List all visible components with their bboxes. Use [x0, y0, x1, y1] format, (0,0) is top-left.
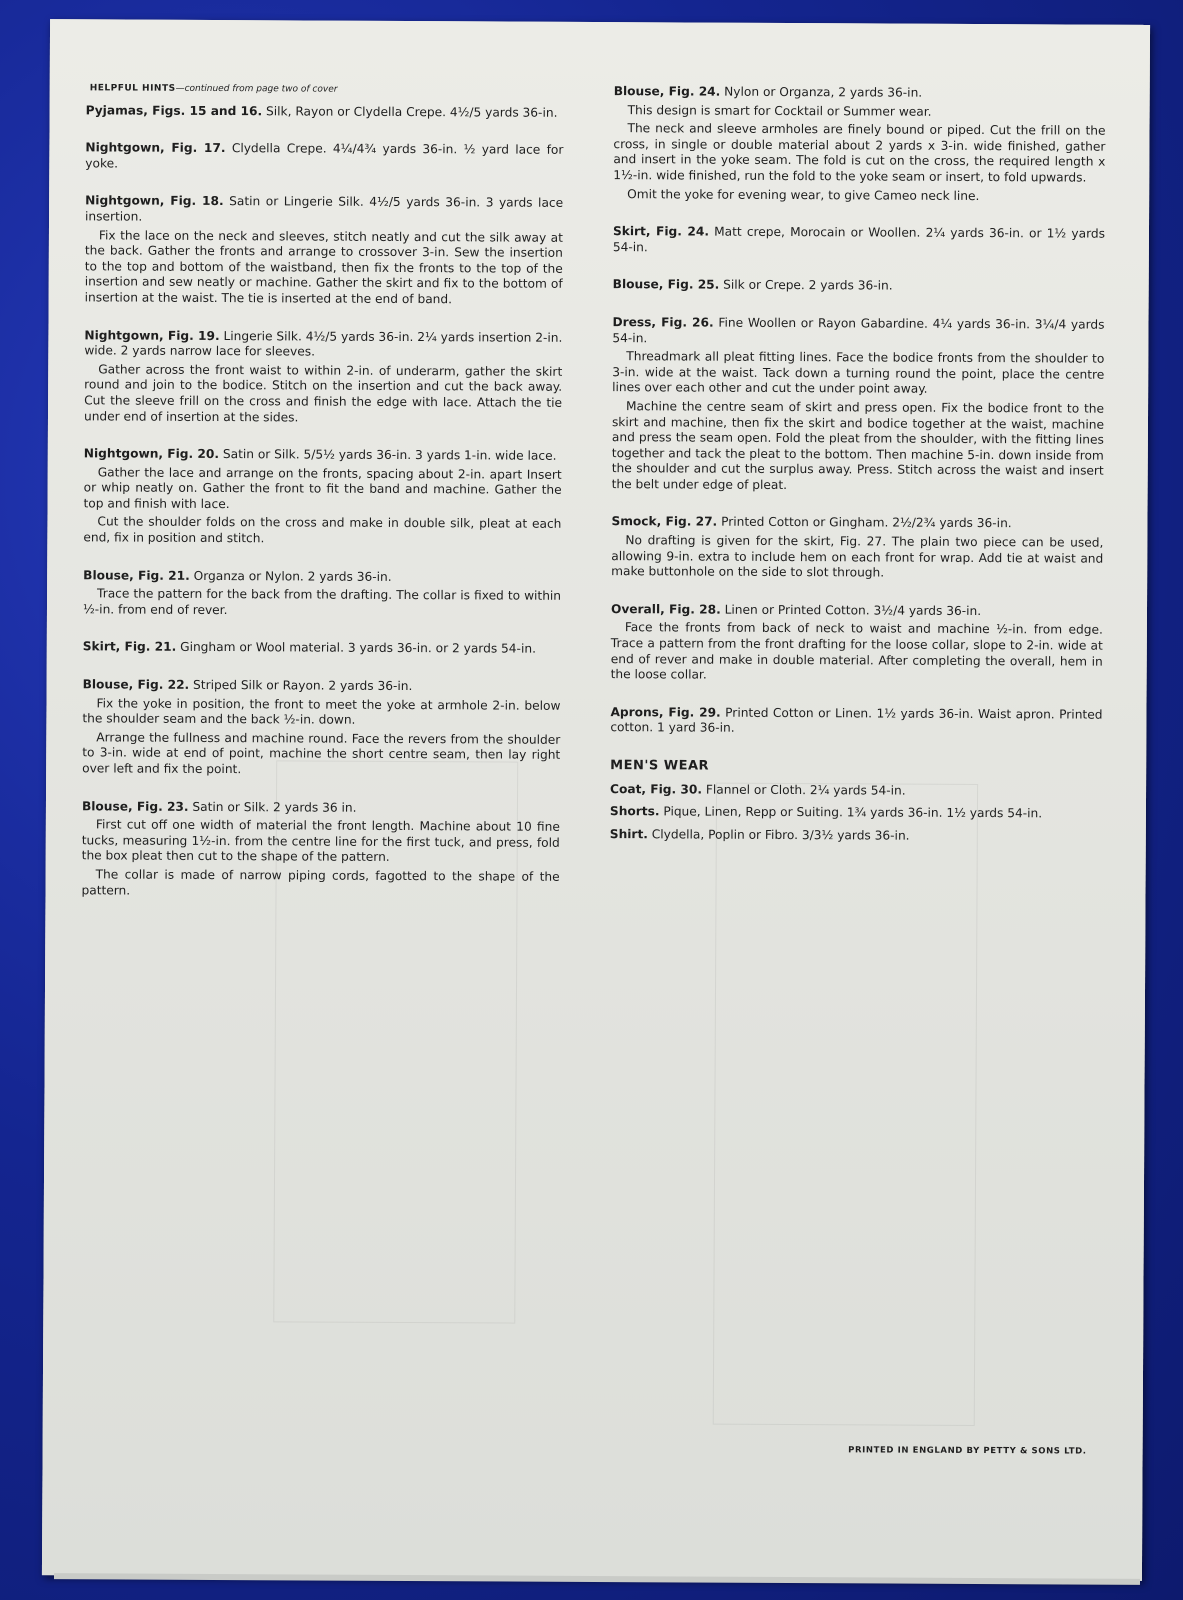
entry-title: Shorts. — [609, 804, 660, 819]
left-column — [81, 81, 563, 923]
mens-wear-heading: MEN'S WEAR — [610, 758, 710, 774]
garment-entry — [613, 277, 1105, 295]
garment-entry — [613, 84, 1106, 205]
entry-lead — [613, 224, 1105, 258]
mens-wear-list — [610, 782, 1102, 845]
entry-instructions: The collar is made of narrow piping cords, fagotted to the shape of the pattern. — [81, 867, 560, 898]
entry-instructions: Arrange the fullness and machine round. Face the revers from the shoulder to 3-in. wide at end of point, machine the short centre seam, then lay right over left and fix the point. — [82, 730, 561, 777]
entry-title: Blouse, Fig. 21. — [83, 567, 190, 583]
garment-entry — [611, 602, 1103, 686]
entry-materials: Satin or Silk. 5/5½ yards 36-in. 3 yards 1-in. wide lace. — [222, 447, 557, 463]
entry-instructions: Face the fronts from back of neck to waist and machine ½-in. from edge. Trace a pattern from the front drafting for the loose collar, slope to 2-in. wide at end of rever and make in double material. After completing the overall, hem in the loose collar. — [610, 620, 1103, 682]
garment-entry — [85, 141, 563, 175]
entry-lead — [85, 141, 563, 175]
entry-lead — [85, 194, 563, 228]
garment-entry — [81, 799, 560, 901]
entry-lead — [83, 568, 561, 586]
entry-title: Smock, Fig. 27. — [611, 514, 718, 530]
entry-materials: Pique, Linen, Repp or Suiting. 1¾ yards 36-in. 1½ yards 54-in. — [663, 804, 1043, 821]
entry-lead — [86, 103, 564, 121]
entry-instructions: Gather the lace and arrange on the fronts, spacing about 2-in. apart Insert or whip neatly on. Gather the front to fit the band and machine. Gather the top and finish with lace. — [83, 465, 562, 511]
entry-materials: Linen or Printed Cotton. 3½/4 yards 36-in. — [724, 602, 982, 618]
entry-lead — [82, 799, 560, 817]
garment-entry — [83, 640, 561, 658]
garment-entry — [611, 515, 1103, 583]
entry-instructions: The neck and sleeve armholes are finely bound or piped. Cut the frill on the cross, in single or double material about 2 yards x 3-in. wide finished, gather and insert in the yoke seam. The fold is cut on the cross, the required length x 1½-in. wide finished, run the fold to the yoke seam or insert, to fold upwards. — [613, 121, 1106, 185]
entry-title: Blouse, Fig. 22. — [82, 677, 190, 692]
entry-instructions: Fix the lace on the neck and sleeves, stitch neatly and cut the silk away at the back. Gather the fronts and arrange to crossover 3-in. Sew the insertion to the top and bottom of the waistband, then fix the fronts to the top of the insertion and sew neatly or machine. Gather the skirt and fix to the bottom of insertion at the waist. The tie is inserted at the end of band. — [84, 227, 563, 307]
entry-materials: Gingham or Wool material. 3 yards 36-in. or 2 yards 54-in. — [180, 640, 536, 657]
entry-lead — [611, 602, 1103, 620]
garment-entry — [612, 315, 1105, 495]
entry-title: Nightgown, Fig. 18. — [85, 193, 224, 209]
entry-instructions: Trace the pattern for the back from the drafting. The collar is fixed to within ½-in. from end of rever. — [82, 586, 562, 617]
entry-lead — [612, 315, 1104, 349]
entry-title: Shirt. — [609, 826, 648, 842]
entry-lead — [610, 705, 1102, 739]
entry-title: Nightgown, Fig. 17. — [85, 140, 226, 156]
entry-instructions: Machine the centre seam of skirt and press open. Fix the bodice front to the skirt and machine, then fix the skirt and bodice together at the waist, machine and press the seam open. Fold the pleat from the shoulder, with the fitting lines together and tack the pleat to the bottom. Then machine 5-in. down inside from the shoulder and cut the surplus away. Press. Stitch across the waist and insert the belt under edge of pleat. — [611, 399, 1105, 492]
garment-entry — [613, 224, 1105, 258]
entry-materials: Printed Cotton or Linen. 1½ yards 36-in. Waist apron. Printed cotton. 1 yard 36-in. — [610, 705, 1103, 736]
entry-instructions: Gather across the front waist to within 2-in. of underarm, gather the skirt round and join to the bodice. Stitch on the insertion and cut the back away. Cut the sleeve frill on the cross and finish the edge with lace. Attach the tie under end of insertion at the sides. — [83, 362, 563, 424]
mens-wear-item — [610, 804, 1102, 822]
entry-title: Coat, Fig. 30. — [610, 781, 703, 797]
entry-materials: Clydella Crepe. 4¼/4¾ yards 36-in. ½ yard lace for yoke. — [85, 141, 564, 171]
garment-entry — [83, 568, 561, 620]
entry-instructions: Fix the yoke in position, the front to meet the yoke at armhole 2-in. below the shoulder seam and the back ½-in. down. — [82, 696, 561, 727]
entry-lead — [611, 515, 1103, 533]
entry-lead — [614, 84, 1106, 102]
entry-title: Skirt, Fig. 24. — [612, 224, 710, 239]
entry-instructions: Cut the shoulder folds on the cross and make in double silk, pleat at each end, fix in position and stitch. — [83, 514, 562, 546]
entry-instructions: Omit the yoke for evening wear, to give Cameo neck line. — [627, 186, 980, 203]
garment-entry — [85, 194, 564, 309]
entry-title: Blouse, Fig. 24. — [613, 84, 721, 99]
entry-materials: Printed Cotton or Gingham. 2½/2¾ yards 36-in. — [721, 515, 1012, 531]
entry-materials: Striped Silk or Rayon. 2 yards 36-in. — [193, 677, 413, 694]
entry-materials: Fine Woollen or Rayon Gabardine. 4¼ yards 36-in. 3¼/4 yards 54-in. — [612, 315, 1105, 345]
entry-instructions: This design is smart for Cocktail or Summer wear. — [627, 102, 932, 119]
entry-title: Nightgown, Fig. 20. — [83, 446, 220, 462]
entry-lead — [613, 277, 1105, 295]
entry-title: Skirt, Fig. 21. — [82, 639, 177, 655]
entry-title: Pyjamas, Figs. 15 and 16. — [85, 102, 263, 118]
entry-materials: Silk or Crepe. 2 yards 36-in. — [723, 278, 893, 293]
entry-lead — [84, 446, 562, 464]
garment-entry — [86, 103, 564, 121]
entry-title: Aprons, Fig. 29. — [610, 704, 721, 720]
printer-imprint: PRINTED IN ENGLAND BY PETTY & SONS LTD. — [848, 1445, 1087, 1457]
entry-materials: Nylon or Organza, 2 yards 36-in. — [724, 84, 923, 100]
entry-title: Blouse, Fig. 25. — [612, 277, 720, 292]
booklet-back-cover — [42, 19, 1150, 1581]
entry-materials: Clydella, Poplin or Fibro. 3/3½ yards 36-in. — [651, 827, 910, 843]
right-column — [610, 84, 1106, 852]
entry-materials: Matt crepe, Morocain or Woollen. 2¼ yards 36-in. or 1½ yards 54-in. — [612, 224, 1106, 255]
entry-materials: Satin or Lingerie Silk. 4½/5 yards 36-in. 3 yards lace insertion. — [85, 194, 564, 224]
garment-entry — [84, 328, 562, 427]
entry-title: Nightgown, Fig. 19. — [84, 327, 220, 343]
entry-title: Blouse, Fig. 23. — [81, 798, 189, 814]
entry-materials: Satin or Silk. 2 yards 36 in. — [192, 799, 357, 815]
running-head: HELPFUL HINTS—continued from page two of cover — [89, 83, 338, 95]
garment-entry — [82, 677, 561, 779]
garment-entry — [83, 446, 562, 548]
entry-instructions: Threadmark all pleat fitting lines. Face the bodice fronts from the shoulder to 3-in. wide at the waist. Tack down a turning round the point, place the centre lines over each other and cut the under point away. — [612, 349, 1105, 397]
entry-materials: Flannel or Cloth. 2¼ yards 54-in. — [705, 782, 906, 798]
entry-materials: Organza or Nylon. 2 yards 36-in. — [193, 568, 392, 584]
entry-lead — [84, 328, 562, 362]
entry-title: Dress, Fig. 26. — [612, 315, 714, 330]
mens-wear-item — [610, 827, 1102, 845]
garment-entry — [610, 705, 1102, 739]
mens-wear-item — [610, 782, 1102, 800]
entry-materials: Lingerie Silk. 4½/5 yards 36-in. 2¼ yards insertion 2-in. wide. 2 yards narrow lace for sleeves. — [84, 328, 563, 359]
entry-instructions: No drafting is given for the skirt, Fig. 27. The plain two piece can be used, allowing 9-in. extra to include hem on each front for wrap. Add tie at waist and make buttonhole on the side to slot through. — [611, 533, 1104, 580]
entry-lead — [83, 640, 561, 658]
show-through-outline — [713, 783, 978, 1426]
entry-title: Overall, Fig. 28. — [610, 601, 721, 617]
entry-instructions: First cut off one width of material the front length. Machine about 10 fine tucks, measuring 1½-in. from the centre line for the first tuck, and press, fold the box pleat then cut to the shape of the pattern. — [81, 817, 560, 865]
entry-materials: Silk, Rayon or Clydella Crepe. 4½/5 yards 36-in. — [266, 103, 558, 120]
entry-lead — [83, 677, 561, 695]
